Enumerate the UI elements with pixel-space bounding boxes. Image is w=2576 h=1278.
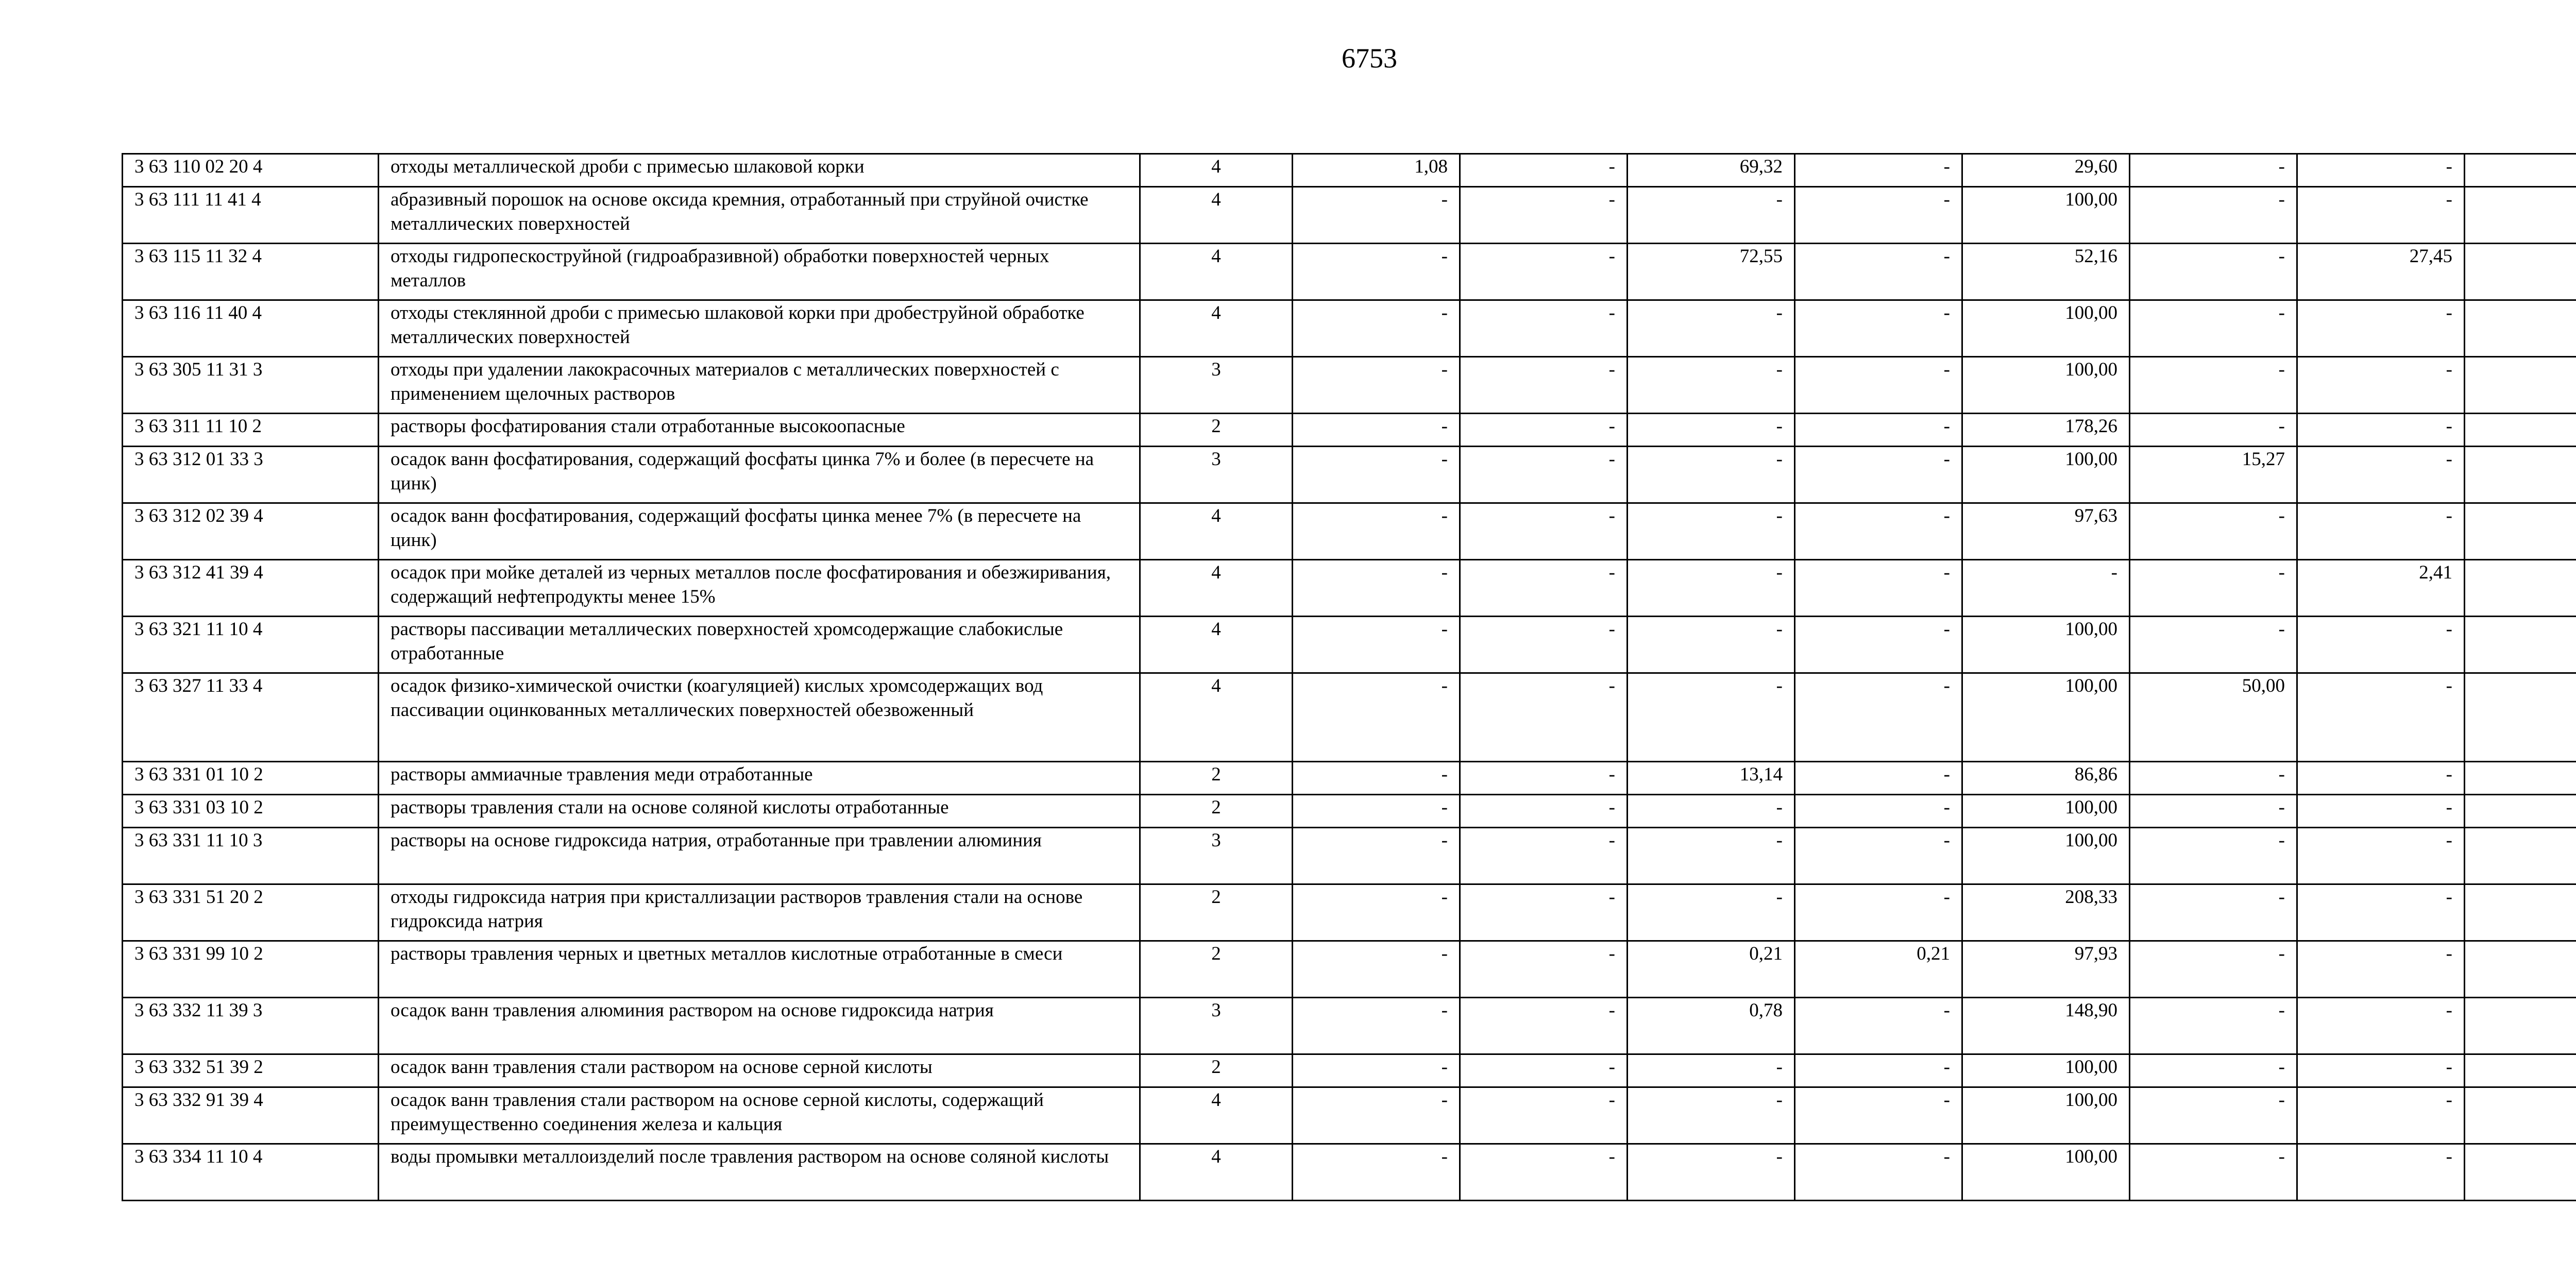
value-cell-1: -	[1293, 187, 1460, 244]
value-cell-3: -	[1628, 1144, 1795, 1201]
value-cell-6: -	[2130, 414, 2297, 447]
waste-name-cell: отходы гидропескоструйной (гидроабразивной) обработки поверхностей черных металлов	[379, 244, 1140, 300]
table-row	[123, 884, 2576, 941]
value-cell-4: -	[1795, 795, 1962, 828]
value-cell-5: 100,00	[1962, 1144, 2130, 1201]
value-cell-6: -	[2130, 300, 2297, 357]
value-cell-3: 72,55	[1628, 244, 1795, 300]
value-cell-2: -	[1460, 998, 1628, 1054]
value-cell-6: -	[2130, 998, 2297, 1054]
waste-name-cell: абразивный порошок на основе оксида кремния, отработанный при струйной очистке металлических поверхностей	[379, 187, 1140, 244]
waste-code-cell: 3 63 331 51 20 2	[123, 884, 379, 941]
value-cell-7: -	[2297, 828, 2465, 884]
value-cell-3: 0,78	[1628, 998, 1795, 1054]
value-cell-3: -	[1628, 617, 1795, 673]
value-cell-2: -	[1460, 503, 1628, 560]
hazard-class-cell: 2	[1140, 941, 1293, 998]
waste-table	[122, 153, 2576, 1201]
waste-code-cell: 3 63 332 51 39 2	[123, 1054, 379, 1087]
value-cell-5: 29,60	[1962, 154, 2130, 187]
value-cell-1: -	[1293, 762, 1460, 795]
value-cell-1: -	[1293, 503, 1460, 560]
value-cell-6: -	[2130, 187, 2297, 244]
waste-code-cell: 3 63 331 11 10 3	[123, 828, 379, 884]
waste-name-cell: осадок ванн фосфатирования, содержащий фосфаты цинка 7% и более (в пересчете на цинк)	[379, 447, 1140, 503]
waste-name-cell: осадок ванн травления стали раствором на основе серной кислоты, содержащий преимущественно соединения железа и кальция	[379, 1087, 1140, 1144]
table-row	[123, 244, 2576, 300]
page-number: 6753	[1342, 43, 1397, 74]
value-cell-6: -	[2130, 795, 2297, 828]
value-cell-4: -	[1795, 560, 1962, 617]
table-row	[123, 154, 2576, 187]
value-cell-5: 100,00	[1962, 795, 2130, 828]
value-cell-3: -	[1628, 503, 1795, 560]
value-cell-2: -	[1460, 447, 1628, 503]
value-cell-6: -	[2130, 1087, 2297, 1144]
waste-name-cell: отходы металлической дроби с примесью шлаковой корки	[379, 154, 1140, 187]
value-cell-2: -	[1460, 795, 1628, 828]
value-cell-6: -	[2130, 1054, 2297, 1087]
waste-code-cell: 3 63 331 03 10 2	[123, 795, 379, 828]
value-cell-5: 178,26	[1962, 414, 2130, 447]
value-cell-6: -	[2130, 828, 2297, 884]
value-cell-4: -	[1795, 300, 1962, 357]
waste-name-cell: воды промывки металлоизделий после травления раствором на основе соляной кислоты	[379, 1144, 1140, 1201]
value-cell-4: -	[1795, 1087, 1962, 1144]
table-row	[123, 357, 2576, 414]
value-cell-5: 208,33	[1962, 884, 2130, 941]
value-cell-6: -	[2130, 357, 2297, 414]
waste-name-cell: растворы аммиачные травления меди отработанные	[379, 762, 1140, 795]
waste-code-cell: 3 63 116 11 40 4	[123, 300, 379, 357]
hazard-class-cell: 3	[1140, 998, 1293, 1054]
table-row	[123, 828, 2576, 884]
value-cell-2: -	[1460, 300, 1628, 357]
waste-code-cell: 3 63 311 11 10 2	[123, 414, 379, 447]
value-cell-5: 100,00	[1962, 828, 2130, 884]
value-cell-3: -	[1628, 795, 1795, 828]
waste-name-cell: осадок физико-химической очистки (коагуляцией) кислых хромсодержащих вод пассивации оцинкованных металлических поверхностей обезвоженный	[379, 673, 1140, 762]
value-cell-8	[2465, 998, 2576, 1054]
hazard-class-cell: 4	[1140, 1144, 1293, 1201]
value-cell-6: -	[2130, 244, 2297, 300]
value-cell-8	[2465, 414, 2576, 447]
hazard-class-cell: 2	[1140, 884, 1293, 941]
waste-name-cell: осадок ванн травления алюминия раствором на основе гидроксида натрия	[379, 998, 1140, 1054]
waste-code-cell: 3 63 334 11 10 4	[123, 1144, 379, 1201]
value-cell-1: -	[1293, 673, 1460, 762]
value-cell-8	[2465, 673, 2576, 762]
value-cell-1: -	[1293, 617, 1460, 673]
value-cell-4: -	[1795, 357, 1962, 414]
value-cell-3: -	[1628, 414, 1795, 447]
waste-code-cell: 3 63 331 01 10 2	[123, 762, 379, 795]
value-cell-1: -	[1293, 795, 1460, 828]
hazard-class-cell: 2	[1140, 1054, 1293, 1087]
value-cell-6: -	[2130, 560, 2297, 617]
value-cell-4: -	[1795, 447, 1962, 503]
value-cell-5: 100,00	[1962, 673, 2130, 762]
value-cell-3: 69,32	[1628, 154, 1795, 187]
hazard-class-cell: 2	[1140, 414, 1293, 447]
waste-name-cell: отходы стеклянной дроби с примесью шлаковой корки при дробеструйной обработке металлических поверхностей	[379, 300, 1140, 357]
value-cell-1: -	[1293, 1087, 1460, 1144]
value-cell-1: -	[1293, 1054, 1460, 1087]
hazard-class-cell: 3	[1140, 828, 1293, 884]
hazard-class-cell: 3	[1140, 447, 1293, 503]
value-cell-7: -	[2297, 1087, 2465, 1144]
table-row	[123, 941, 2576, 998]
value-cell-3: -	[1628, 560, 1795, 617]
value-cell-6: -	[2130, 503, 2297, 560]
waste-code-cell: 3 63 327 11 33 4	[123, 673, 379, 762]
table-row	[123, 762, 2576, 795]
value-cell-6: -	[2130, 762, 2297, 795]
value-cell-8	[2465, 503, 2576, 560]
value-cell-2: -	[1460, 560, 1628, 617]
value-cell-1: -	[1293, 357, 1460, 414]
value-cell-8	[2465, 762, 2576, 795]
value-cell-4: 0,21	[1795, 941, 1962, 998]
value-cell-2: -	[1460, 673, 1628, 762]
value-cell-7: -	[2297, 1144, 2465, 1201]
value-cell-4: -	[1795, 762, 1962, 795]
value-cell-7: -	[2297, 154, 2465, 187]
value-cell-6: -	[2130, 617, 2297, 673]
waste-code-cell: 3 63 115 11 32 4	[123, 244, 379, 300]
value-cell-6: -	[2130, 941, 2297, 998]
value-cell-5: 100,00	[1962, 357, 2130, 414]
table-row	[123, 795, 2576, 828]
value-cell-5: -	[1962, 560, 2130, 617]
value-cell-2: -	[1460, 1144, 1628, 1201]
waste-name-cell: отходы гидроксида натрия при кристаллизации растворов травления стали на основе гидроксида натрия	[379, 884, 1140, 941]
value-cell-3: -	[1628, 884, 1795, 941]
value-cell-5: 100,00	[1962, 617, 2130, 673]
value-cell-8	[2465, 1087, 2576, 1144]
value-cell-4: -	[1795, 414, 1962, 447]
waste-name-cell: растворы на основе гидроксида натрия, отработанные при травлении алюминия	[379, 828, 1140, 884]
value-cell-7: -	[2297, 673, 2465, 762]
value-cell-7: -	[2297, 447, 2465, 503]
value-cell-8	[2465, 300, 2576, 357]
waste-code-cell: 3 63 312 02 39 4	[123, 503, 379, 560]
table-row	[123, 1054, 2576, 1087]
hazard-class-cell: 4	[1140, 187, 1293, 244]
hazard-class-cell: 4	[1140, 244, 1293, 300]
value-cell-2: -	[1460, 187, 1628, 244]
value-cell-3: 0,21	[1628, 941, 1795, 998]
value-cell-4: -	[1795, 503, 1962, 560]
value-cell-5: 100,00	[1962, 1087, 2130, 1144]
value-cell-5: 100,00	[1962, 447, 2130, 503]
waste-name-cell: растворы травления черных и цветных металлов кислотные отработанные в смеси	[379, 941, 1140, 998]
value-cell-7: -	[2297, 187, 2465, 244]
hazard-class-cell: 4	[1140, 1087, 1293, 1144]
value-cell-4: -	[1795, 1144, 1962, 1201]
value-cell-8	[2465, 447, 2576, 503]
value-cell-3: -	[1628, 447, 1795, 503]
waste-code-cell: 3 63 331 99 10 2	[123, 941, 379, 998]
hazard-class-cell: 4	[1140, 154, 1293, 187]
value-cell-7: 2,41	[2297, 560, 2465, 617]
value-cell-8	[2465, 1144, 2576, 1201]
value-cell-7: -	[2297, 884, 2465, 941]
value-cell-1: -	[1293, 941, 1460, 998]
value-cell-8	[2465, 884, 2576, 941]
waste-code-cell: 3 63 332 11 39 3	[123, 998, 379, 1054]
value-cell-6: -	[2130, 884, 2297, 941]
value-cell-5: 52,16	[1962, 244, 2130, 300]
value-cell-1: -	[1293, 884, 1460, 941]
table-row	[123, 673, 2576, 762]
value-cell-8	[2465, 187, 2576, 244]
waste-name-cell: растворы травления стали на основе соляной кислоты отработанные	[379, 795, 1140, 828]
value-cell-2: -	[1460, 357, 1628, 414]
value-cell-7: -	[2297, 795, 2465, 828]
table-row	[123, 414, 2576, 447]
hazard-class-cell: 4	[1140, 503, 1293, 560]
value-cell-7: -	[2297, 1054, 2465, 1087]
hazard-class-cell: 4	[1140, 300, 1293, 357]
value-cell-2: -	[1460, 828, 1628, 884]
waste-code-cell: 3 63 321 11 10 4	[123, 617, 379, 673]
value-cell-5: 97,93	[1962, 941, 2130, 998]
waste-code-cell: 3 63 305 11 31 3	[123, 357, 379, 414]
value-cell-5: 86,86	[1962, 762, 2130, 795]
value-cell-4: -	[1795, 154, 1962, 187]
value-cell-3: -	[1628, 828, 1795, 884]
waste-name-cell: растворы фосфатирования стали отработанные высокоопасные	[379, 414, 1140, 447]
value-cell-6: -	[2130, 1144, 2297, 1201]
value-cell-2: -	[1460, 617, 1628, 673]
value-cell-1: -	[1293, 244, 1460, 300]
value-cell-7: -	[2297, 762, 2465, 795]
value-cell-3: -	[1628, 1054, 1795, 1087]
value-cell-1: -	[1293, 560, 1460, 617]
waste-code-cell: 3 63 110 02 20 4	[123, 154, 379, 187]
value-cell-4: -	[1795, 673, 1962, 762]
value-cell-8	[2465, 1054, 2576, 1087]
waste-code-cell: 3 63 312 41 39 4	[123, 560, 379, 617]
value-cell-8	[2465, 617, 2576, 673]
table-row	[123, 560, 2576, 617]
value-cell-1: -	[1293, 1144, 1460, 1201]
value-cell-3: 13,14	[1628, 762, 1795, 795]
value-cell-1: -	[1293, 447, 1460, 503]
waste-name-cell: осадок ванн травления стали раствором на основе серной кислоты	[379, 1054, 1140, 1087]
waste-name-cell: осадок ванн фосфатирования, содержащий фосфаты цинка менее 7% (в пересчете на цинк)	[379, 503, 1140, 560]
value-cell-8	[2465, 357, 2576, 414]
table-row	[123, 300, 2576, 357]
value-cell-3: -	[1628, 673, 1795, 762]
value-cell-2: -	[1460, 762, 1628, 795]
value-cell-8	[2465, 560, 2576, 617]
table-row	[123, 1144, 2576, 1201]
value-cell-2: -	[1460, 1054, 1628, 1087]
value-cell-2: -	[1460, 1087, 1628, 1144]
table-body	[123, 154, 2576, 1201]
value-cell-4: -	[1795, 617, 1962, 673]
value-cell-8	[2465, 795, 2576, 828]
value-cell-7: -	[2297, 503, 2465, 560]
value-cell-3: -	[1628, 1087, 1795, 1144]
value-cell-7: -	[2297, 941, 2465, 998]
value-cell-4: -	[1795, 884, 1962, 941]
value-cell-3: -	[1628, 300, 1795, 357]
value-cell-3: -	[1628, 187, 1795, 244]
value-cell-1: -	[1293, 414, 1460, 447]
waste-code-cell: 3 63 332 91 39 4	[123, 1087, 379, 1144]
value-cell-7: -	[2297, 414, 2465, 447]
hazard-class-cell: 2	[1140, 762, 1293, 795]
value-cell-2: -	[1460, 154, 1628, 187]
value-cell-6: -	[2130, 154, 2297, 187]
value-cell-4: -	[1795, 828, 1962, 884]
value-cell-7: -	[2297, 998, 2465, 1054]
hazard-class-cell: 3	[1140, 357, 1293, 414]
waste-code-cell: 3 63 111 11 41 4	[123, 187, 379, 244]
value-cell-3: -	[1628, 357, 1795, 414]
value-cell-7: -	[2297, 300, 2465, 357]
value-cell-5: 100,00	[1962, 1054, 2130, 1087]
table-row	[123, 503, 2576, 560]
hazard-class-cell: 4	[1140, 560, 1293, 617]
table-row	[123, 1087, 2576, 1144]
waste-name-cell: осадок при мойке деталей из черных металлов после фосфатирования и обезжиривания, содержащий нефтепродукты менее 15%	[379, 560, 1140, 617]
table-row	[123, 187, 2576, 244]
value-cell-1: -	[1293, 998, 1460, 1054]
value-cell-1: -	[1293, 828, 1460, 884]
value-cell-1: -	[1293, 300, 1460, 357]
value-cell-6: 15,27	[2130, 447, 2297, 503]
table-row	[123, 617, 2576, 673]
value-cell-7: -	[2297, 617, 2465, 673]
value-cell-5: 97,63	[1962, 503, 2130, 560]
value-cell-8	[2465, 828, 2576, 884]
hazard-class-cell: 2	[1140, 795, 1293, 828]
value-cell-5: 148,90	[1962, 998, 2130, 1054]
value-cell-8	[2465, 244, 2576, 300]
value-cell-2: -	[1460, 414, 1628, 447]
value-cell-4: -	[1795, 998, 1962, 1054]
table-row	[123, 998, 2576, 1054]
hazard-class-cell: 4	[1140, 617, 1293, 673]
value-cell-8	[2465, 941, 2576, 998]
value-cell-4: -	[1795, 244, 1962, 300]
waste-name-cell: растворы пассивации металлических поверхностей хромсодержащие слабокислые отработанные	[379, 617, 1140, 673]
value-cell-2: -	[1460, 941, 1628, 998]
hazard-class-cell: 4	[1140, 673, 1293, 762]
value-cell-1: 1,08	[1293, 154, 1460, 187]
value-cell-7: 27,45	[2297, 244, 2465, 300]
value-cell-4: -	[1795, 1054, 1962, 1087]
waste-code-cell: 3 63 312 01 33 3	[123, 447, 379, 503]
value-cell-6: 50,00	[2130, 673, 2297, 762]
value-cell-5: 100,00	[1962, 187, 2130, 244]
value-cell-2: -	[1460, 884, 1628, 941]
table-row	[123, 447, 2576, 503]
value-cell-2: -	[1460, 244, 1628, 300]
value-cell-7: -	[2297, 357, 2465, 414]
waste-name-cell: отходы при удалении лакокрасочных материалов с металлических поверхностей с применением щелочных растворов	[379, 357, 1140, 414]
value-cell-8	[2465, 154, 2576, 187]
value-cell-4: -	[1795, 187, 1962, 244]
value-cell-5: 100,00	[1962, 300, 2130, 357]
